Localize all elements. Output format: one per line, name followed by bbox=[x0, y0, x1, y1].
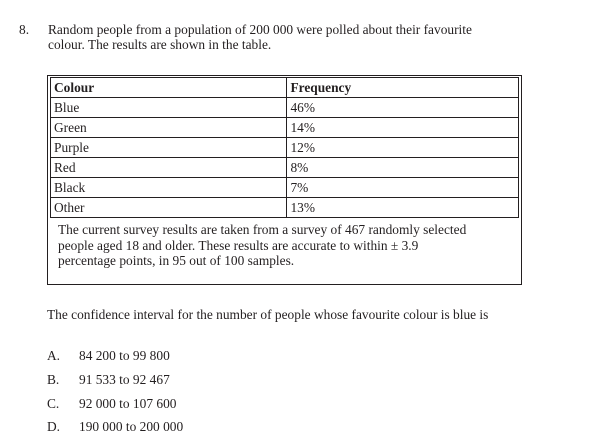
table-row bbox=[51, 98, 519, 118]
option-letter: C. bbox=[47, 396, 60, 411]
question-prompt: The confidence interval for the number of people whose favourite colour is blue is bbox=[47, 307, 489, 322]
table-row bbox=[51, 118, 519, 138]
stem-line: colour. The results are shown in the table. bbox=[48, 37, 272, 52]
note-line: percentage points, in 95 out of 100 samples. bbox=[58, 253, 295, 268]
option-a[interactable] bbox=[47, 348, 170, 364]
option-letter: A. bbox=[47, 348, 61, 363]
option-d[interactable] bbox=[47, 419, 183, 435]
cell-frequency: 7% bbox=[287, 178, 519, 198]
option-letter: D. bbox=[47, 419, 61, 434]
cell-colour: Green bbox=[51, 118, 287, 138]
cell-colour: Purple bbox=[51, 138, 287, 158]
cell-colour: Other bbox=[51, 198, 287, 218]
table-row bbox=[51, 138, 519, 158]
cell-frequency: 46% bbox=[287, 98, 519, 118]
cell-frequency: 8% bbox=[287, 158, 519, 178]
cell-frequency: 13% bbox=[287, 198, 519, 218]
frequency-table bbox=[50, 77, 519, 218]
question-number: 8. bbox=[19, 22, 30, 37]
survey-note bbox=[58, 222, 518, 269]
question-stem bbox=[48, 22, 588, 52]
header-frequency: Frequency bbox=[287, 78, 519, 98]
survey-table-box bbox=[47, 75, 522, 285]
table-row bbox=[51, 198, 519, 218]
note-line: people aged 18 and older. These results are accurate to within ± 3.9 bbox=[58, 237, 419, 253]
option-text: 92 000 to 107 600 bbox=[79, 396, 177, 411]
table-row bbox=[51, 158, 519, 178]
cell-colour: Blue bbox=[51, 98, 287, 118]
stem-line: Random people from a population of 200 000 were polled about their favourite bbox=[48, 22, 472, 37]
table-row bbox=[51, 178, 519, 198]
header-colour: Colour bbox=[51, 78, 287, 98]
cell-frequency: 12% bbox=[287, 138, 519, 158]
option-letter: B. bbox=[47, 372, 60, 387]
option-text: 84 200 to 99 800 bbox=[79, 348, 170, 363]
cell-frequency: 14% bbox=[287, 118, 519, 138]
cell-colour: Red bbox=[51, 158, 287, 178]
note-line: The current survey results are taken from a survey of 467 randomly selected bbox=[58, 222, 467, 237]
option-text: 190 000 to 200 000 bbox=[79, 419, 184, 434]
table-header-row bbox=[51, 78, 519, 98]
cell-colour: Black bbox=[51, 178, 287, 198]
option-c[interactable] bbox=[47, 396, 176, 412]
option-text: 91 533 to 92 467 bbox=[79, 372, 170, 387]
option-b[interactable] bbox=[47, 372, 170, 388]
